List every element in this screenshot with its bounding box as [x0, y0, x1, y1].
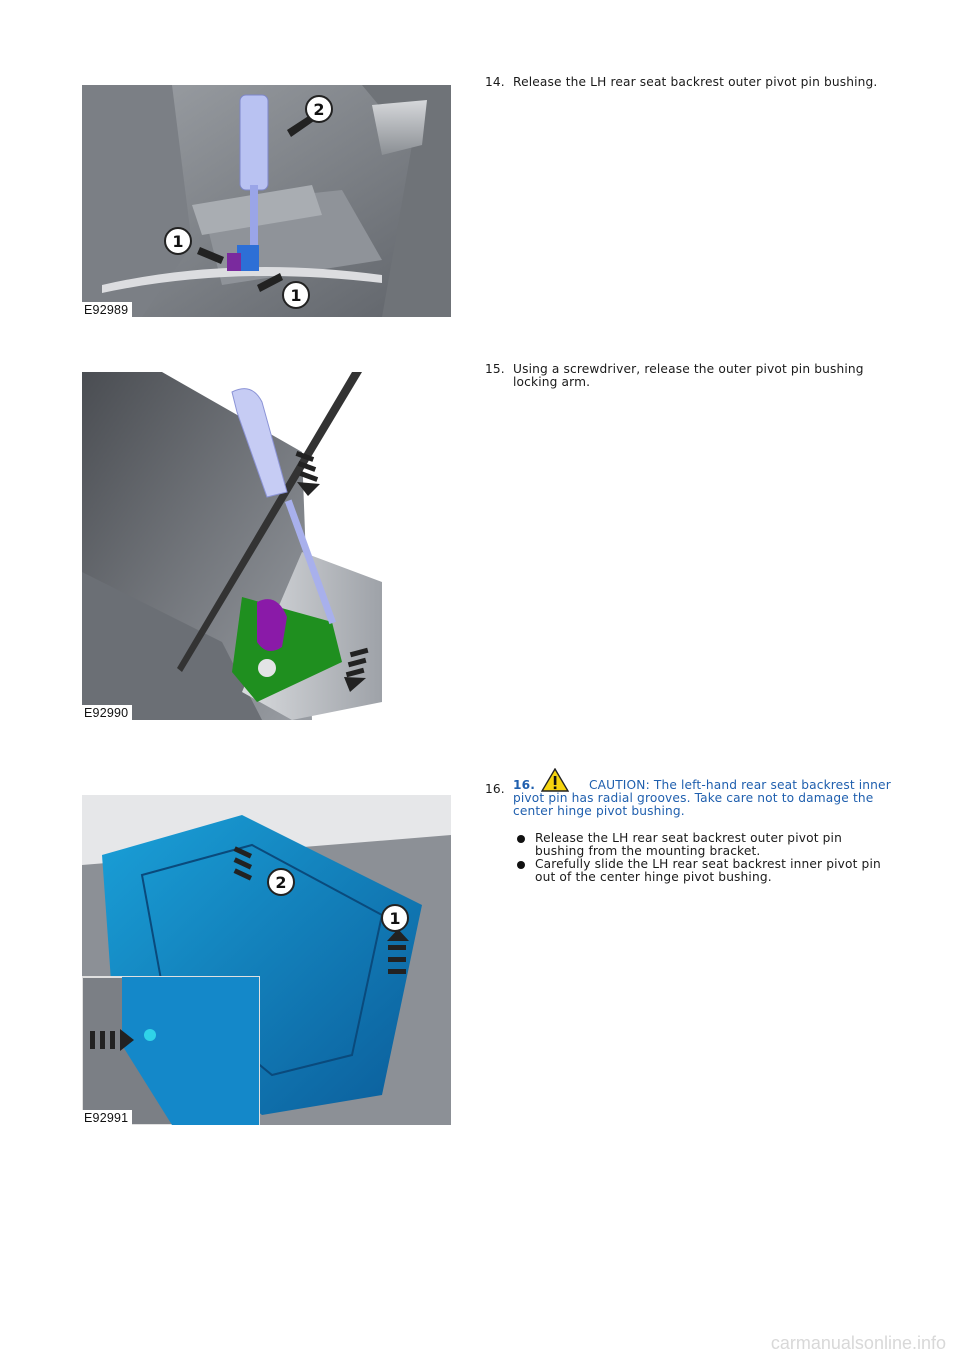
- caution-text: CAUTION: The left-hand rear seat backrest inner pivot pin has radial grooves. Take care not to damage the center hinge pivot bushing.: [513, 778, 891, 818]
- bullet-list: [513, 832, 893, 884]
- figure-e92990: [82, 372, 451, 720]
- callout-label: 2: [275, 873, 287, 892]
- callout-label: 1: [389, 909, 401, 928]
- step-number: 14.: [485, 75, 505, 89]
- figure-e92991: [82, 795, 451, 1125]
- figure-label: E92990: [82, 705, 132, 720]
- illustration-backrest-inner-pivot-pin: [82, 795, 451, 1125]
- callout-label: 1: [290, 286, 302, 305]
- step-number: 16.: [485, 782, 505, 796]
- caution-block: [513, 768, 893, 884]
- list-item: Release the LH rear seat backrest outer pivot pin bushing from the mounting bracket.: [513, 832, 893, 858]
- illustration-pivot-pin-bushing: [82, 85, 451, 317]
- figure-e92989: [82, 85, 451, 317]
- illustration-screwdriver-locking-arm: [82, 372, 451, 720]
- figure-label: E92989: [82, 302, 132, 317]
- step-text: Using a screwdriver, release the outer pivot pin bushing locking arm.: [513, 362, 864, 389]
- watermark: carmanualsonline.info: [770, 1333, 946, 1353]
- callout-label: 1: [172, 232, 184, 251]
- step-text: Release the LH rear seat backrest outer pivot pin bushing.: [513, 75, 878, 89]
- step-number: 15.: [485, 362, 505, 376]
- figure-label: E92991: [82, 1110, 132, 1125]
- list-item: Carefully slide the LH rear seat backrest inner pivot pin out of the center hinge pivot bushing.: [513, 858, 893, 884]
- callout-label: 2: [313, 100, 325, 119]
- caution-step-number: 16.: [513, 778, 536, 792]
- warning-triangle-icon: [541, 768, 569, 792]
